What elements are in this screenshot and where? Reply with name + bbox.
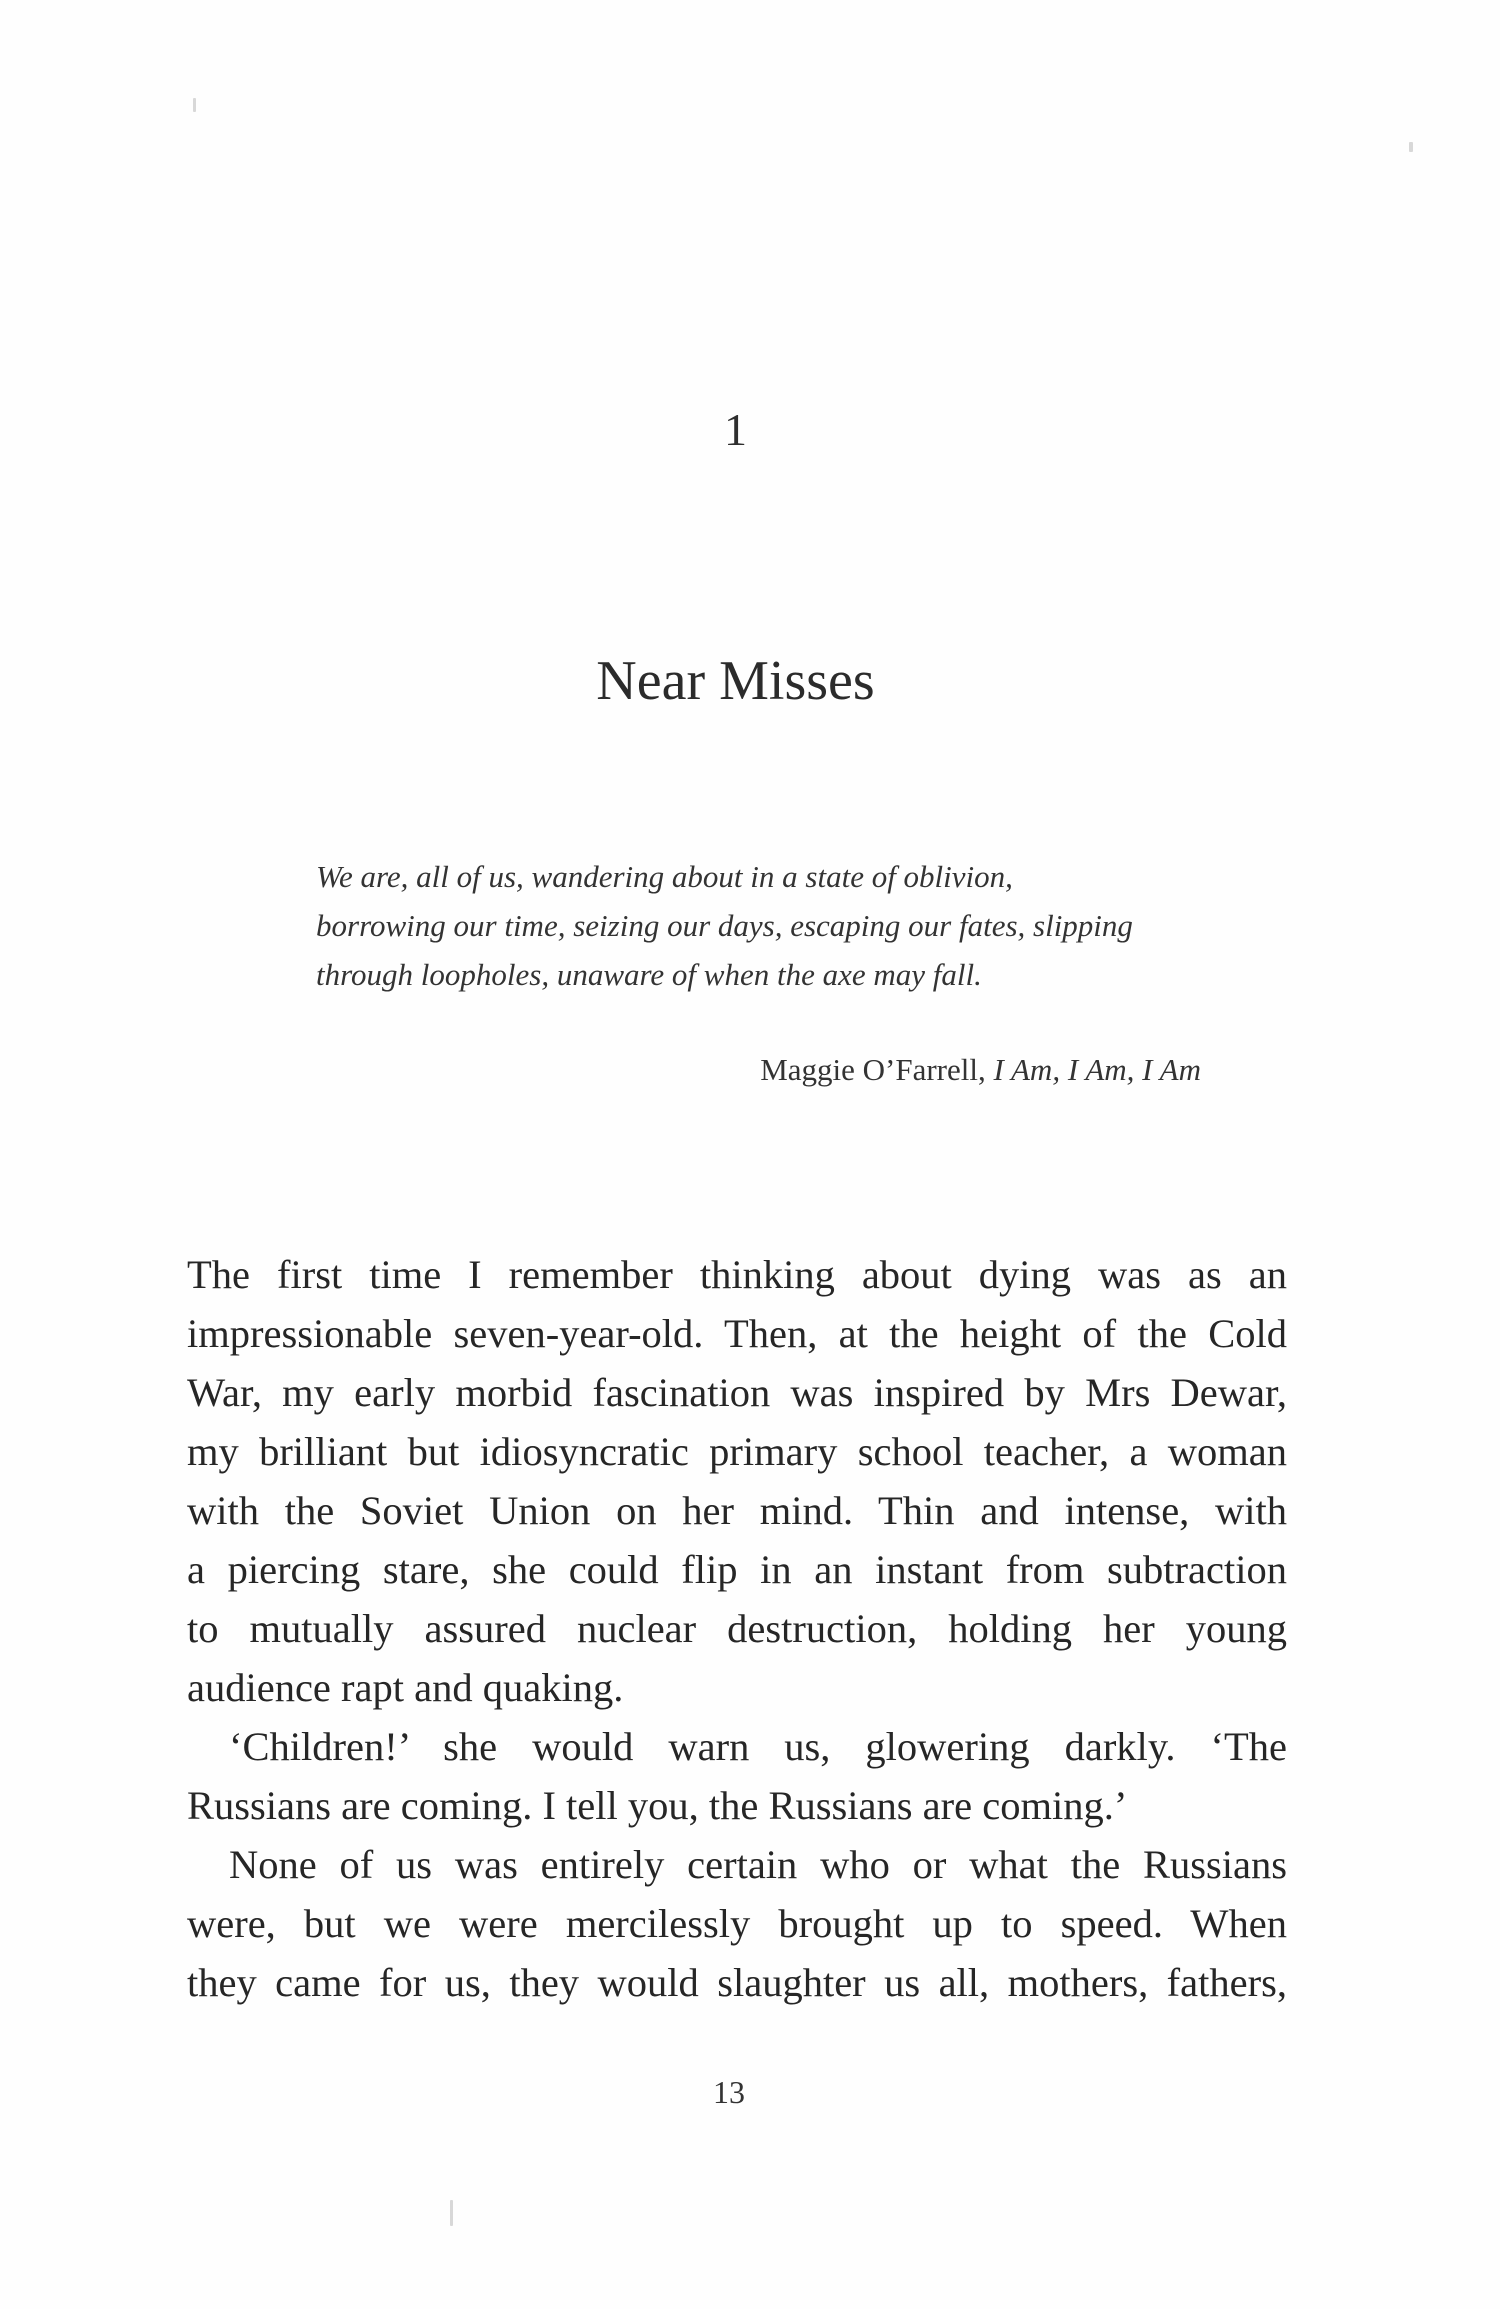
scan-speck	[450, 2200, 453, 2226]
body-line: audience rapt and quaking.	[187, 1665, 624, 1710]
epigraph-line: borrowing our time, seizing our days, escaping our fates, slipping	[316, 908, 1133, 943]
body-line: a piercing stare, she could flip in an instant from subtraction	[187, 1547, 1287, 1592]
body-line: Russians are coming. I tell you, the Russians are coming.’	[187, 1783, 1128, 1828]
body-line: The first time I remember thinking about dying was as an	[187, 1252, 1287, 1297]
body-line: my brilliant but idiosyncratic primary school teacher, a woman	[187, 1429, 1287, 1474]
chapter-title: Near Misses	[596, 650, 875, 712]
body-line: with the Soviet Union on her mind. Thin and intense, with	[187, 1488, 1287, 1533]
body-line: they came for us, they would slaughter us all, mothers, fathers,	[187, 1960, 1287, 2005]
epigraph-author: Maggie O’Farrell,	[760, 1052, 986, 1087]
scan-speck	[1409, 142, 1413, 152]
body-line: were, but we were mercilessly brought up to speed. When	[187, 1901, 1287, 1946]
page-number: 13	[713, 2074, 745, 2110]
epigraph-attribution	[0, 1050, 1201, 1090]
body-line: War, my early morbid fascination was inspired by Mrs Dewar,	[187, 1370, 1287, 1415]
epigraph	[316, 852, 1216, 999]
scan-speck	[193, 98, 196, 112]
epigraph-book-title: I Am, I Am, I Am	[993, 1052, 1201, 1087]
body-line: to mutually assured nuclear destruction, holding her young	[187, 1606, 1287, 1651]
epigraph-line: We are, all of us, wandering about in a state of oblivion,	[316, 859, 1013, 894]
chapter-number: 1	[724, 404, 747, 455]
body-line: impressionable seven-year-old. Then, at the height of the Cold	[187, 1311, 1287, 1356]
epigraph-line: through loopholes, unaware of when the axe may fall.	[316, 957, 982, 992]
body-line: None of us was entirely certain who or what the Russians	[229, 1842, 1287, 1887]
body-line: ‘Children!’ she would warn us, glowering darkly. ‘The	[229, 1724, 1287, 1769]
body-text	[187, 1245, 1287, 2012]
